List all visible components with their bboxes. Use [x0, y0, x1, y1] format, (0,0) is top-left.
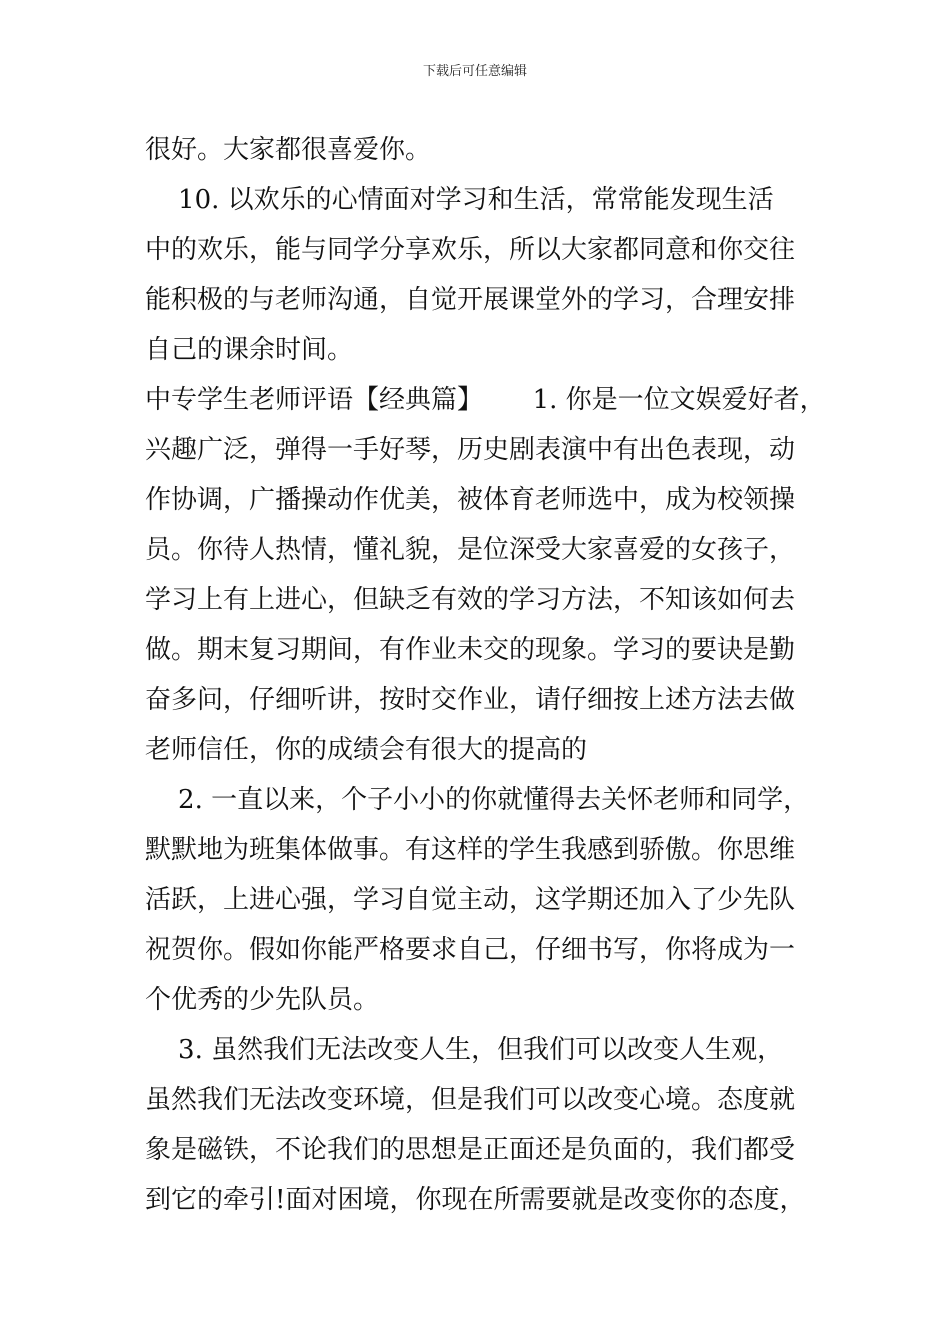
- text-line: 自己的课余时间。: [145, 335, 354, 365]
- text-line: 2. 一直以来，个子小小的你就懂得去关怀老师和同学，: [145, 785, 810, 815]
- text-line: 学习上有上进心，但缺乏有效的学习方法，不知该如何去: [145, 585, 796, 615]
- text-line: 奋多问，仔细听讲，按时交作业，请仔细按上述方法去做: [145, 685, 796, 715]
- text-line: 3. 虽然我们无法改变人生，但我们可以改变人生观，: [145, 1035, 784, 1065]
- text-line: 个优秀的少先队员。: [145, 985, 380, 1015]
- text-line: 虽然我们无法改变环境，但是我们可以改变心境。态度就: [145, 1085, 796, 1115]
- text-line: 活跃，上进心强，学习自觉主动，这学期还加入了少先队: [145, 885, 796, 915]
- text-line: 很好。大家都很喜爱你。: [145, 135, 432, 165]
- text-line: 兴趣广泛，弹得一手好琴，历史剧表演中有出色表现，动: [145, 435, 796, 465]
- page-header: 下载后可任意编辑: [422, 64, 527, 79]
- text-line: 中的欢乐，能与同学分享欢乐，所以大家都同意和你交往: [145, 235, 796, 265]
- section-heading-line: 中专学生老师评语【经典篇】 1. 你是一位文娱爱好者，: [145, 385, 826, 415]
- text-line: 做。期末复习期间，有作业未交的现象。学习的要诀是勤: [145, 635, 796, 665]
- text-line: 员。你待人热情，懂礼貌，是位深受大家喜爱的女孩子，: [145, 535, 796, 565]
- text-line: 作协调，广播操动作优美，被体育老师选中，成为校领操: [145, 485, 796, 515]
- text-line: 祝贺你。假如你能严格要求自己，仔细书写，你将成为一: [145, 935, 796, 965]
- text-line: 10. 以欢乐的心情面对学习和生活，常常能发现生活: [145, 185, 774, 215]
- text-line: 默默地为班集体做事。有这样的学生我感到骄傲。你思维: [145, 835, 796, 865]
- text-line: 到它的牵引!面对困境，你现在所需要就是改变你的态度，: [145, 1185, 806, 1215]
- text-line: 能积极的与老师沟通，自觉开展课堂外的学习，合理安排: [145, 285, 796, 315]
- text-line: 象是磁铁，不论我们的思想是正面还是负面的，我们都受: [145, 1135, 796, 1165]
- text-line: 老师信任，你的成绩会有很大的提高的: [145, 735, 588, 765]
